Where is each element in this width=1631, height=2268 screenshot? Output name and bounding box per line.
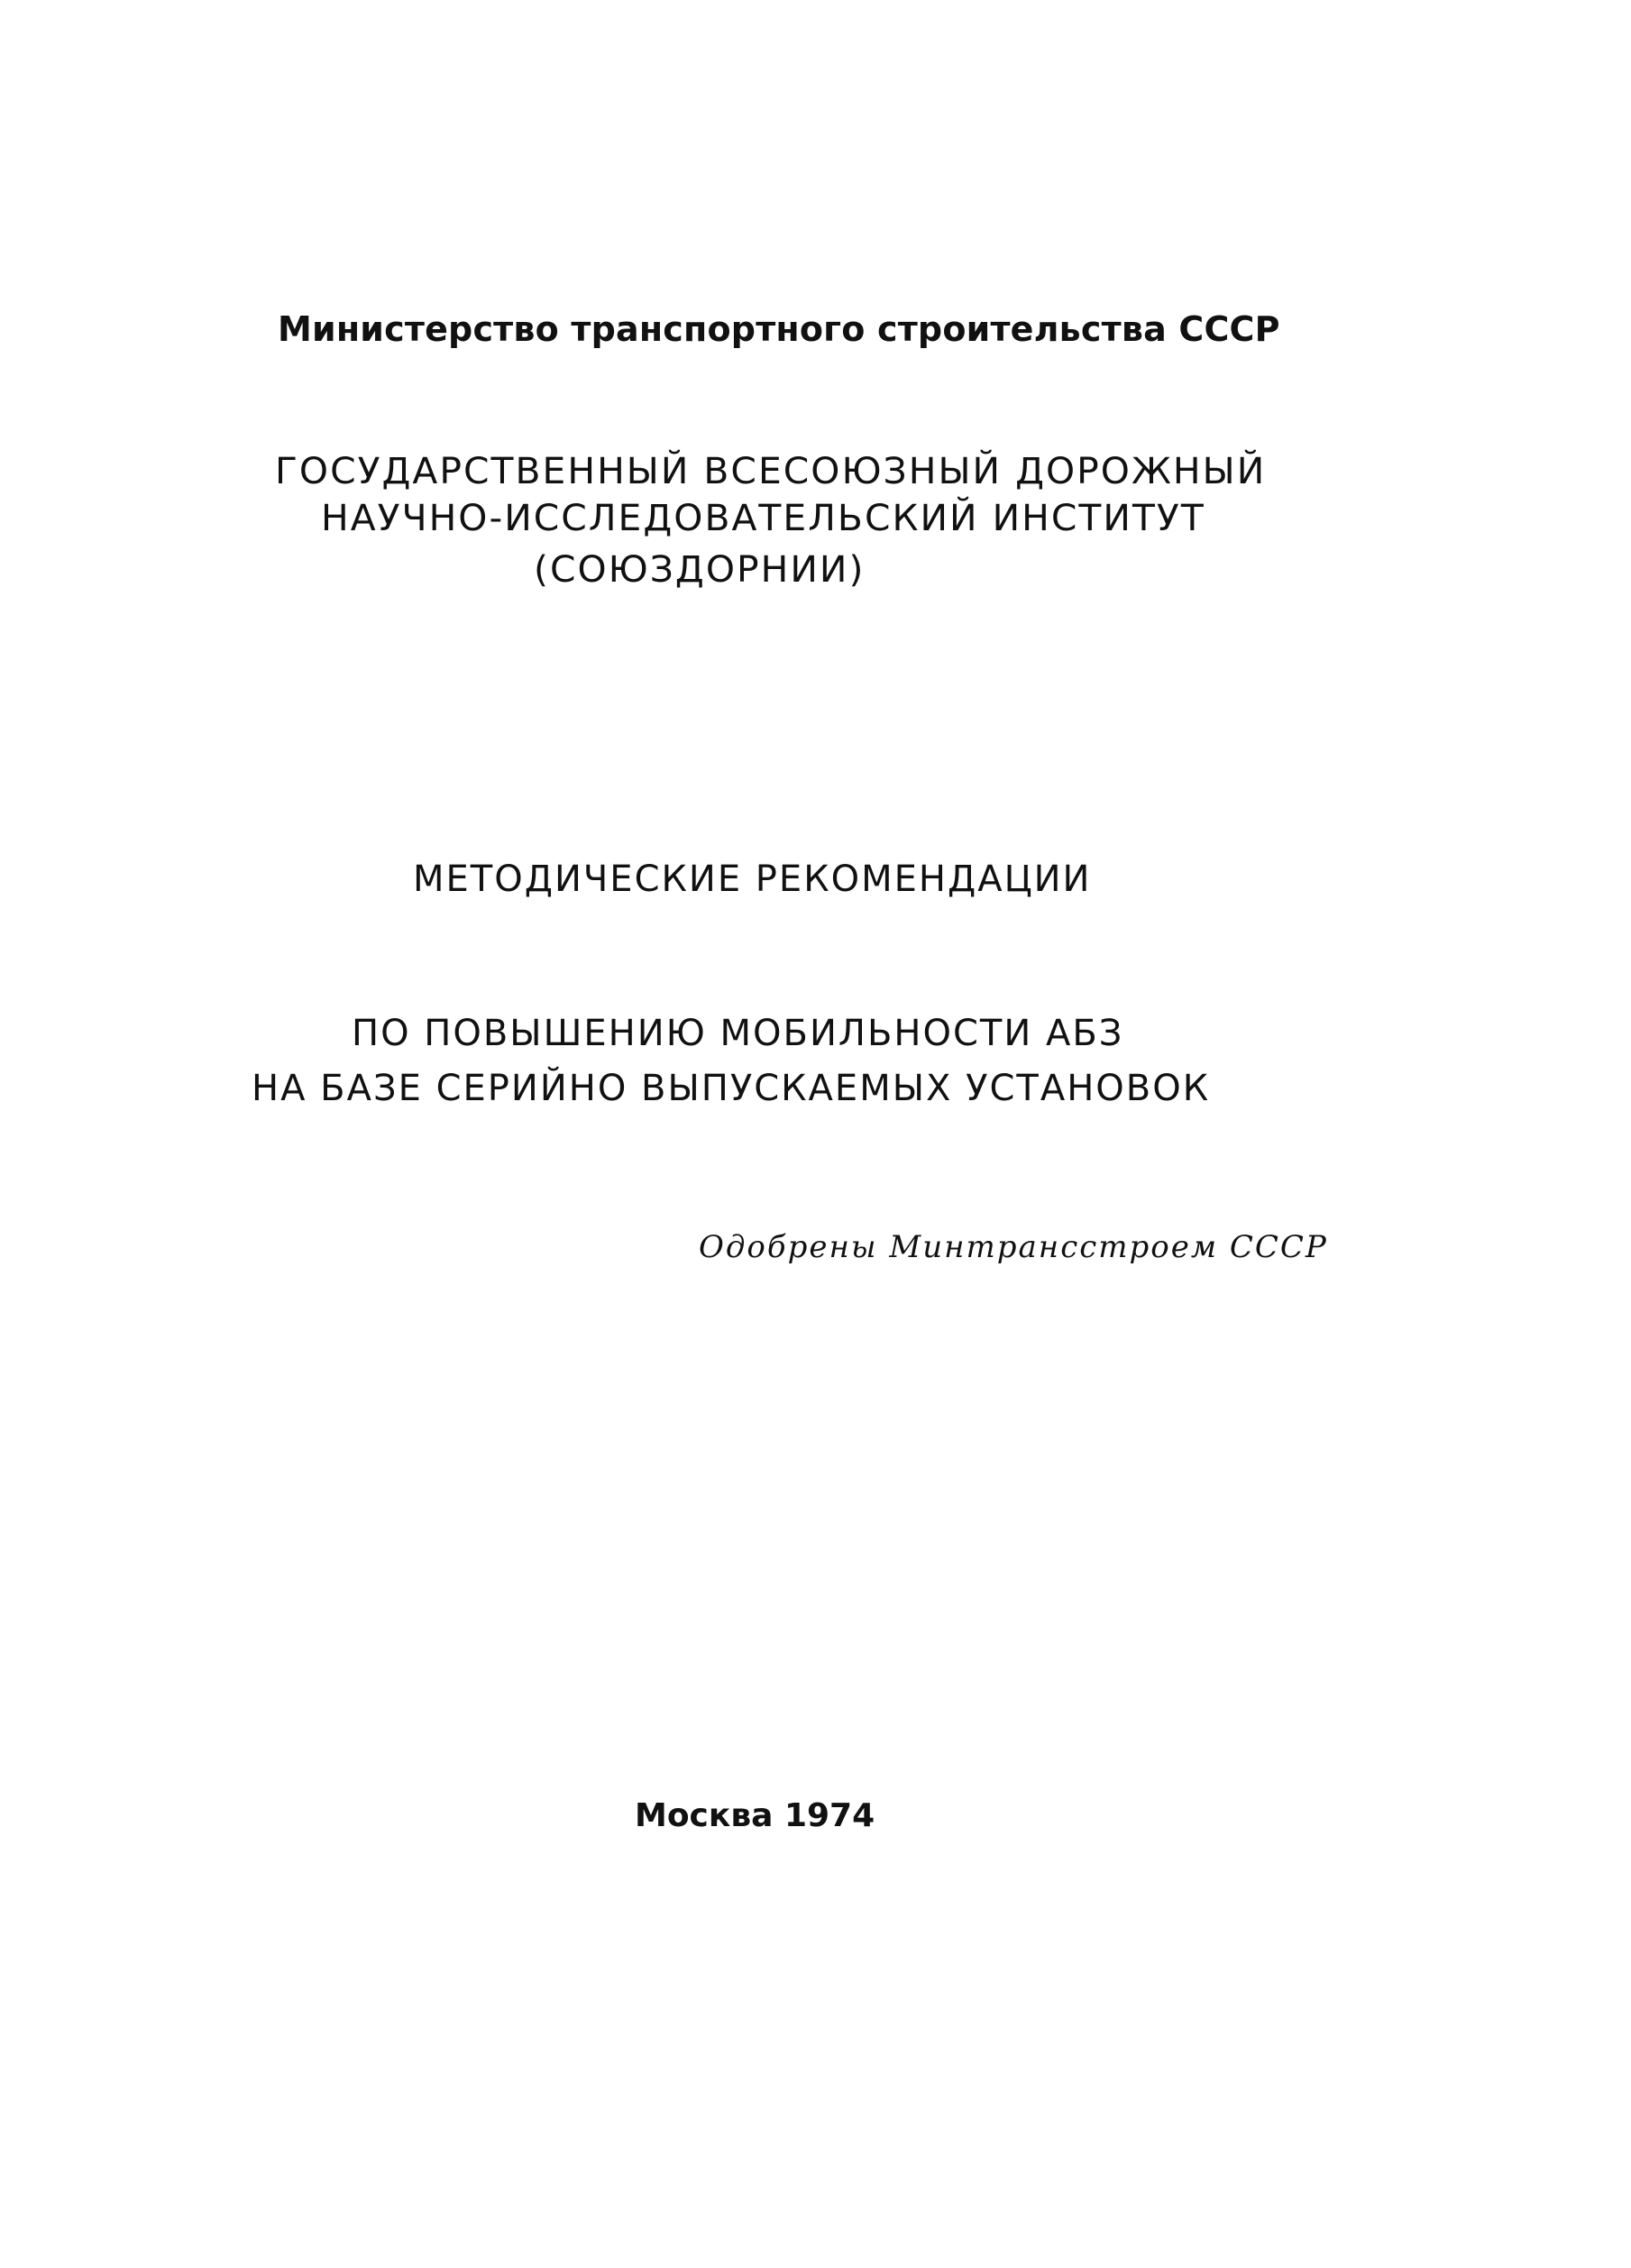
document-subtitle-line-1: ПО ПОВЫШЕНИЮ МОБИЛЬНОСТИ АБЗ: [352, 1013, 1124, 1054]
approval-note: Одобрены Минтрансстроем СССР: [699, 1229, 1328, 1265]
document-subtitle-line-2: НА БАЗЕ СЕРИЙНО ВЫПУСКАЕМЫХ УСТАНОВОК: [252, 1068, 1211, 1109]
ministry-name: Министерство транспортного строительства СССР: [278, 309, 1280, 349]
document-title: МЕТОДИЧЕСКИЕ РЕКОМЕНДАЦИИ: [413, 859, 1092, 900]
institute-abbreviation: (СОЮЗДОРНИИ): [534, 549, 866, 591]
institute-name-line-2: НАУЧНО-ИССЛЕДОВАТЕЛЬСКИЙ ИНСТИТУТ: [321, 498, 1205, 539]
publication-place-year: Москва 1974: [635, 1797, 875, 1834]
institute-name-line-1: ГОСУДАРСТВЕННЫЙ ВСЕСОЮЗНЫЙ ДОРОЖНЫЙ: [275, 451, 1267, 492]
